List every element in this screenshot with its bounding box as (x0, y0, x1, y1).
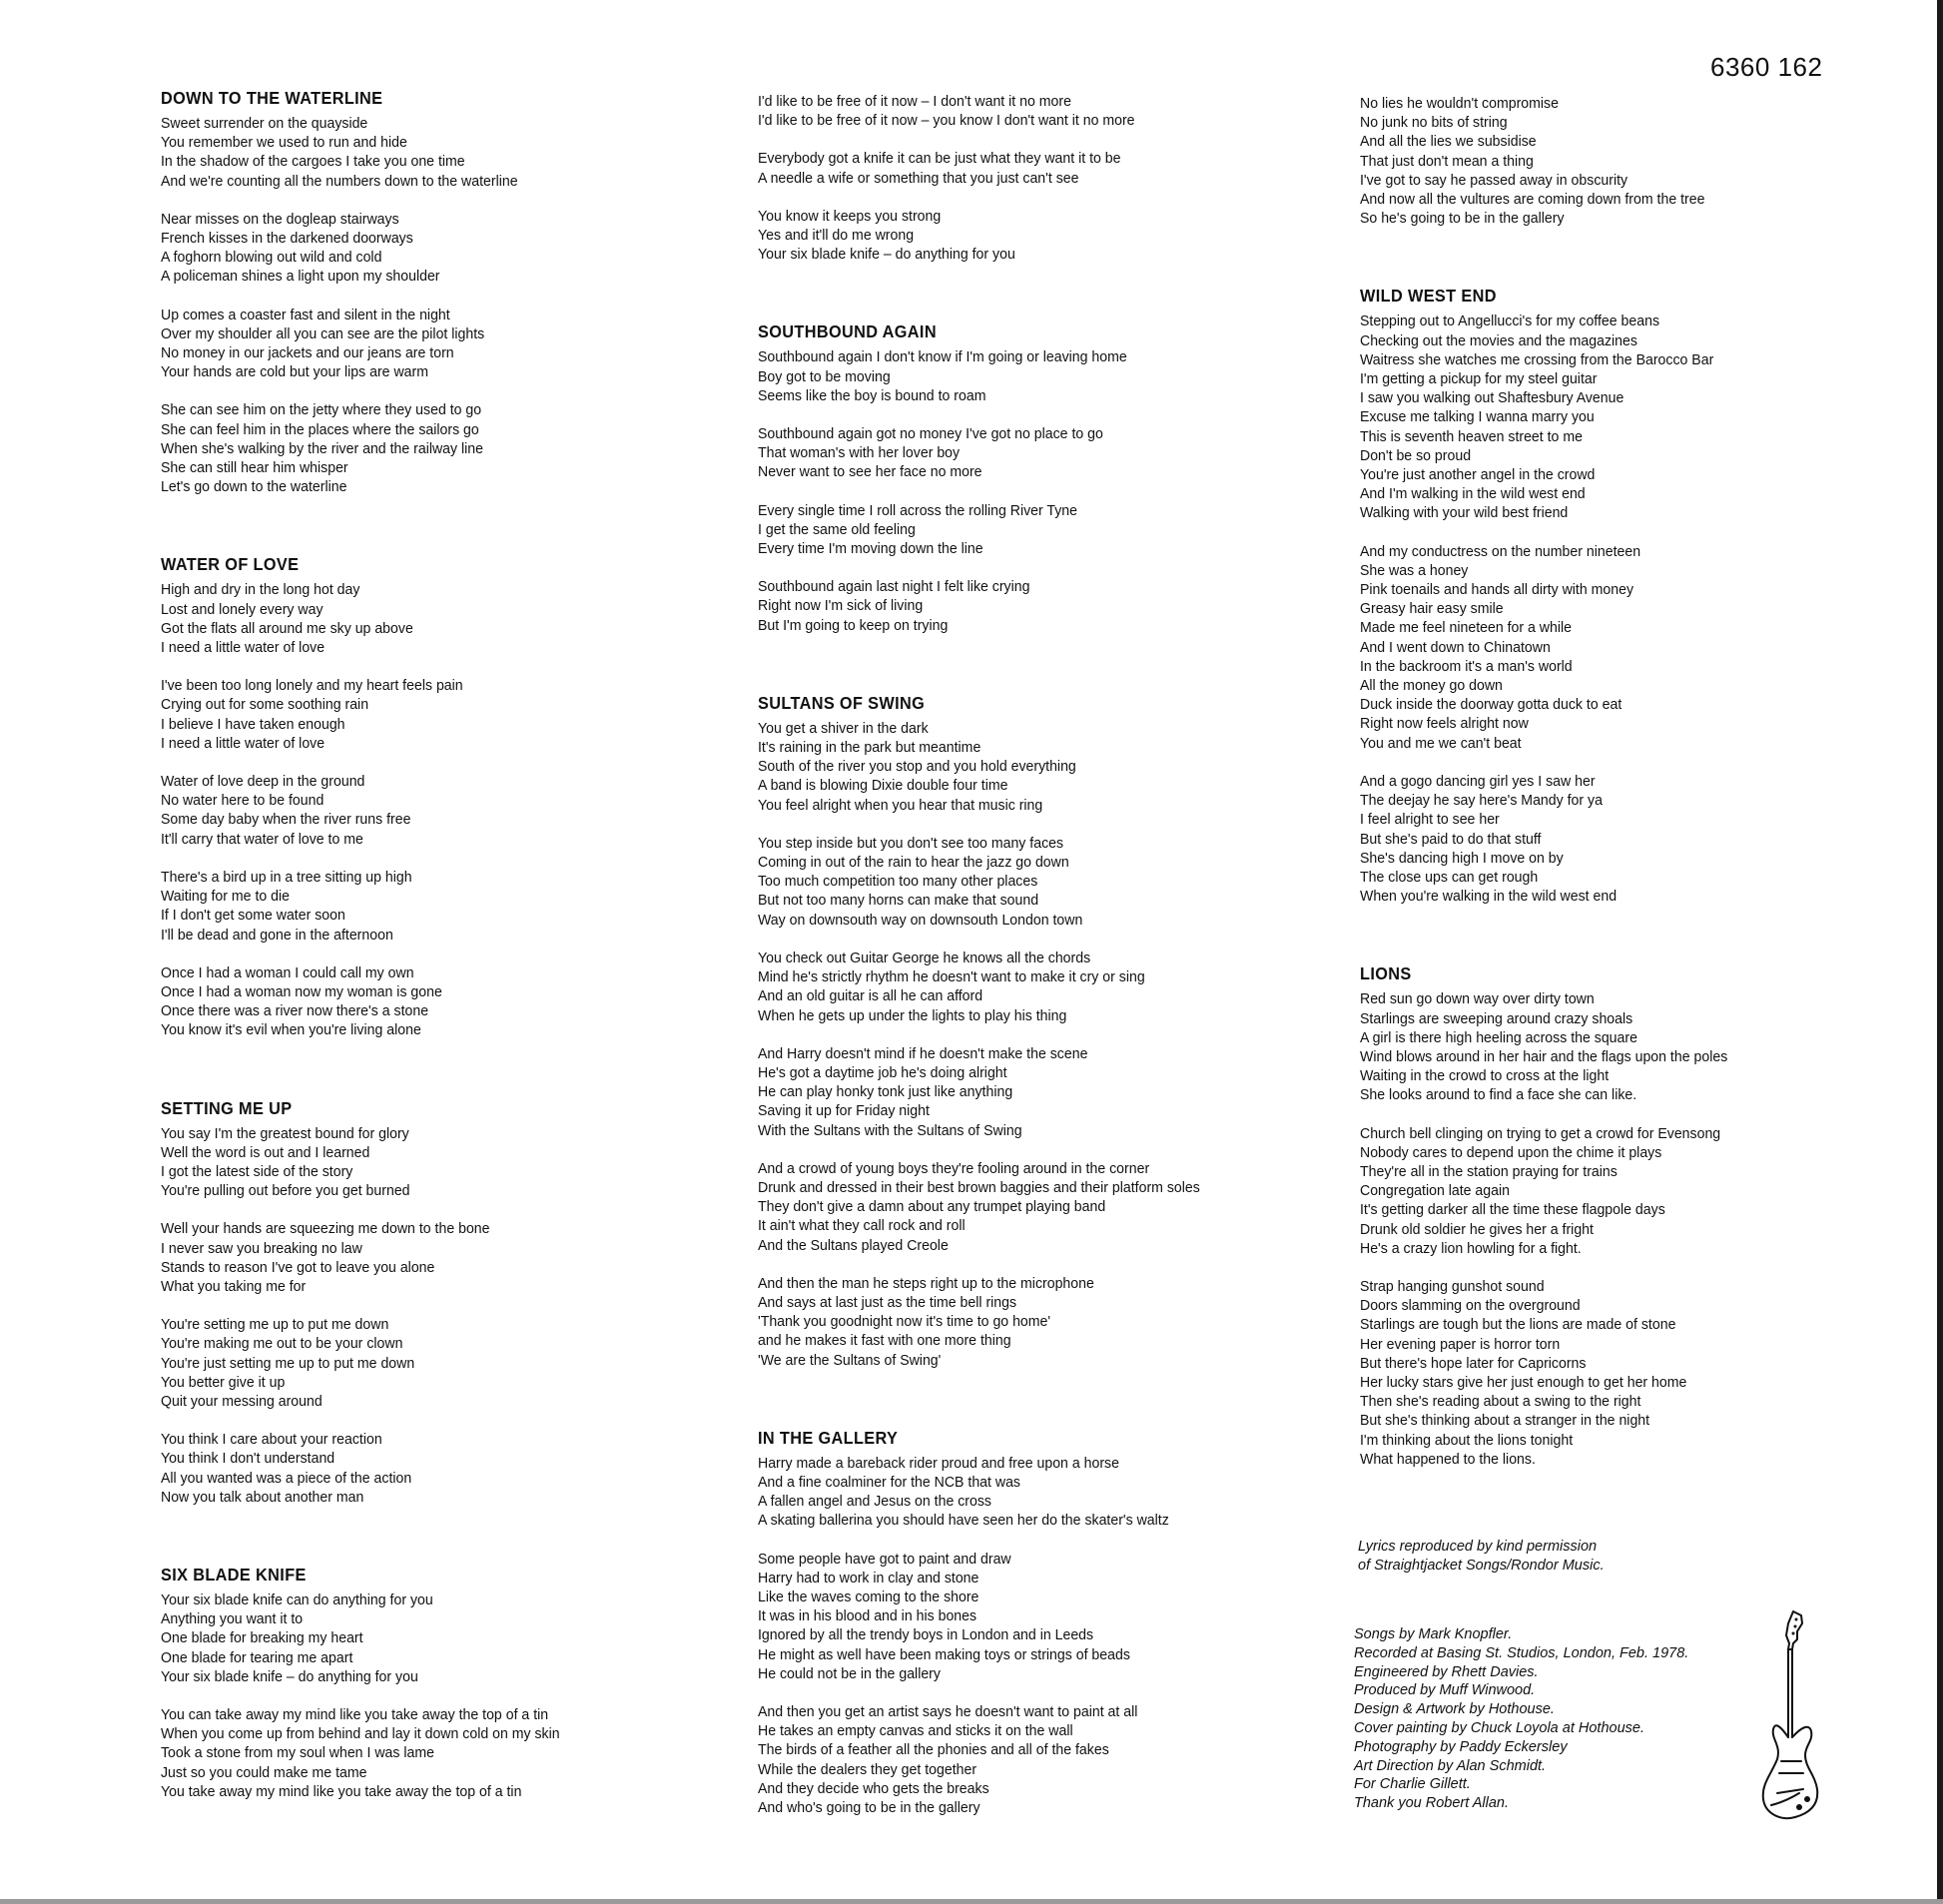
lyric-line: Right now feels alright now (1360, 715, 1529, 733)
lyric-line: Her evening paper is horror torn (1360, 1335, 1561, 1353)
lyric-line: He takes an empty canvas and sticks it on the wall (758, 1722, 1073, 1740)
lyric-line: She was a honey (1360, 561, 1469, 579)
lyric-line: Congregation late again (1360, 1182, 1510, 1200)
lyric-line: You know it's evil when you're living alone (161, 1021, 421, 1039)
lyric-line: They're all in the station praying for trains (1360, 1162, 1618, 1180)
lyric-line: In the shadow of the cargoes I take you one time (161, 153, 465, 171)
credit-line: Cover painting by Chuck Loyola at Hothouse. (1354, 1719, 1644, 1736)
lyric-line: Duck inside the doorway gotta duck to eat (1360, 696, 1622, 714)
lyric-line: Never want to see her face no more (758, 463, 982, 481)
stanza (1360, 1277, 1727, 1469)
lyric-line: You're just another angel in the crowd (1360, 466, 1596, 484)
song-block (758, 691, 1200, 1370)
lyric-line: She can see him on the jetty where they used to go (161, 401, 482, 419)
lyric-line: All you wanted was a piece of the action (161, 1469, 412, 1487)
guitar-logo-icon (1759, 1609, 1821, 1824)
lyric-line: She can still hear him whisper (161, 459, 348, 477)
stanza (161, 400, 560, 496)
song-block (1360, 284, 1727, 906)
stanza (161, 306, 560, 382)
lyric-line: Made me feel nineteen for a while (1360, 619, 1572, 637)
lyric-line: With the Sultans with the Sultans of Swing (758, 1121, 1022, 1139)
lyric-line: She's dancing high I move on by (1360, 849, 1564, 867)
lyric-line: It'll carry that water of love to me (161, 830, 363, 848)
lyric-line: And Harry doesn't mind if he doesn't make the scene (758, 1044, 1088, 1062)
lyric-line: A girl is there high heeling across the square (1360, 1028, 1637, 1046)
lyric-line: And then you get an artist says he doesn't want to paint at all (758, 1702, 1138, 1720)
lyric-line: You step inside but you don't see too many faces (758, 834, 1064, 852)
catalog-number: 6360 162 (1710, 52, 1823, 82)
lyric-line: That just don't mean a thing (1360, 152, 1534, 170)
song-title: SULTANS OF SWING (758, 692, 926, 713)
lyric-line: A fallen angel and Jesus on the cross (758, 1493, 991, 1511)
lyric-line: I get the same old feeling (758, 520, 916, 538)
lyric-line: There's a bird up in a tree sitting up high (161, 868, 412, 886)
stanza (161, 1315, 560, 1411)
credit-line: Art Direction by Alan Schmidt. (1354, 1757, 1547, 1774)
lyric-line: Once I had a woman I could call my own (161, 963, 414, 981)
lyric-line: You're just setting me up to put me down (161, 1354, 415, 1372)
lyric-line: A skating ballerina you should have seen her do the skater's waltz (758, 1512, 1169, 1530)
lyric-line: It's getting darker all the time these flagpole days (1360, 1201, 1665, 1219)
lyric-line: Stands to reason I've got to leave you alone (161, 1258, 435, 1276)
stanza (758, 834, 1200, 930)
lyric-line: And we're counting all the numbers down to the waterline (161, 172, 518, 190)
lyric-line: I got the latest side of the story (161, 1162, 353, 1180)
lyric-line: I need a little water of love (161, 639, 325, 657)
stanza (758, 347, 1200, 405)
lyric-line: Once I had a woman now my woman is gone (161, 982, 442, 1000)
lyric-line: You're making me out to be your clown (161, 1335, 403, 1353)
stanza (161, 1705, 560, 1801)
lyric-line: You and me we can't beat (1360, 734, 1522, 752)
credit-line: Engineered by Rhett Davies. (1354, 1663, 1539, 1680)
lyric-line: He can play honky tonk just like anything (758, 1083, 1013, 1101)
lyric-line: Let's go down to the waterline (161, 478, 347, 496)
lyric-line: Yes and it'll do me wrong (758, 227, 915, 245)
lyric-line: And then the man he steps right up to the microphone (758, 1274, 1094, 1292)
lyric-line: I never saw you breaking no law (161, 1239, 362, 1257)
lyric-line: Red sun go down way over dirty town (1360, 990, 1595, 1008)
stanza (161, 1430, 560, 1507)
song-title: WATER OF LOVE (161, 554, 300, 575)
lyric-line: Nobody cares to depend upon the chime it plays (1360, 1143, 1662, 1161)
lyric-line: Harry had to work in clay and stone (758, 1569, 979, 1587)
lyric-line: If I don't get some water soon (161, 907, 345, 925)
lyric-line: I believe I have taken enough (161, 715, 345, 733)
stanza (161, 580, 560, 657)
lyric-line: 'Thank you goodnight now it's time to go home' (758, 1313, 1051, 1331)
lyric-line: Doors slamming on the overground (1360, 1297, 1581, 1315)
lyric-line: Southbound again last night I felt like crying (758, 578, 1030, 596)
lyric-line: Your six blade knife – do anything for you (161, 1667, 418, 1685)
lyric-line: Southbound again got no money I've got no place to go (758, 425, 1103, 443)
lyric-line: Wind blows around in her hair and the flags upon the poles (1360, 1047, 1728, 1065)
lyric-line: She can feel him in the places where the sailors go (161, 420, 479, 438)
song-block (1360, 961, 1727, 1469)
lyric-line: Once there was a river now there's a stone (161, 1002, 429, 1020)
stanza (1360, 542, 1727, 753)
lyric-line: Like the waves coming to the shore (758, 1587, 979, 1605)
lyric-line: Coming in out of the rain to hear the jazz go down (758, 854, 1069, 872)
stanza (1360, 312, 1727, 522)
lyric-line: You check out Guitar George he knows all the chords (758, 949, 1091, 966)
stanza (1360, 772, 1727, 906)
stanza (161, 210, 560, 287)
stanza (758, 92, 1200, 130)
lyric-line: I saw you walking out Shaftesbury Avenue (1360, 389, 1624, 407)
stanza (758, 1702, 1200, 1817)
lyric-line: Every single time I roll across the rolling River Tyne (758, 501, 1078, 519)
lyric-line: What you taking me for (161, 1277, 307, 1295)
permission-line: of Straightjacket Songs/Rondor Music. (1358, 1557, 1605, 1574)
lyric-line: All the money go down (1360, 677, 1503, 695)
lyric-line: Your hands are cold but your lips are warm (161, 363, 428, 381)
stanza (758, 719, 1200, 815)
lyric-line: Saving it up for Friday night (758, 1102, 930, 1120)
lyric-line: Well your hands are squeezing me down to the bone (161, 1220, 490, 1238)
lyric-line: Right now I'm sick of living (758, 597, 924, 615)
song-block (758, 92, 1200, 264)
lyric-line: When you're walking in the wild west end (1360, 888, 1618, 906)
lyric-line: Checking out the movies and the magazines (1360, 331, 1637, 349)
lyric-line: But not too many horns can make that sound (758, 892, 1039, 910)
song-block (161, 552, 560, 1039)
lyric-line: I've been too long lonely and my heart feels pain (161, 677, 463, 695)
lyric-line: No lies he wouldn't compromise (1360, 95, 1559, 112)
lyric-line: While the dealers they get together (758, 1760, 977, 1778)
credit-line: Photography by Paddy Eckersley (1354, 1738, 1568, 1755)
lyric-line: No money in our jackets and our jeans are torn (161, 344, 454, 362)
stanza (758, 207, 1200, 265)
lyric-line: When you come up from behind and lay it down cold on my skin (161, 1725, 560, 1743)
lyric-line: He's got a daytime job he's doing alright (758, 1063, 1007, 1081)
stanza (161, 1124, 560, 1201)
lyric-line: I'd like to be free of it now – you know I don't want it no more (758, 112, 1135, 130)
stanza (758, 1454, 1200, 1531)
lyric-line: Church bell clinging on trying to get a crowd for Evensong (1360, 1124, 1721, 1142)
lyric-line: Some people have got to paint and draw (758, 1550, 1011, 1568)
lyric-line: I've got to say he passed away in obscurity (1360, 171, 1628, 189)
lyric-line: Everybody got a knife it can be just what they want it to be (758, 150, 1121, 168)
lyric-line: He's a crazy lion howling for a fight. (1360, 1239, 1582, 1257)
lyric-line: And I went down to Chinatown (1360, 638, 1551, 656)
lyric-line: Near misses on the dogleap stairways (161, 210, 399, 228)
lyric-line: When he gets up under the lights to play his thing (758, 1006, 1067, 1024)
credit-line: Design & Artwork by Hothouse. (1354, 1701, 1555, 1718)
lyric-line: South of the river you stop and you hold everything (758, 758, 1076, 776)
lyric-line: Took a stone from my soul when I was lame (161, 1744, 434, 1762)
stanza (161, 963, 560, 1040)
stanza (758, 424, 1200, 482)
stanza (758, 501, 1200, 559)
lyric-line: But she's thinking about a stranger in the night (1360, 1412, 1650, 1430)
lyric-line: But she's paid to do that stuff (1360, 830, 1542, 848)
lyric-line: Waiting in the crowd to cross at the light (1360, 1067, 1610, 1085)
lyric-line: What happened to the lions. (1360, 1450, 1536, 1468)
lyric-line: I need a little water of love (161, 734, 325, 752)
lyric-line: Up comes a coaster fast and silent in the night (161, 306, 450, 323)
lyric-line: And now all the vultures are coming down from the tree (1360, 191, 1705, 209)
lyric-line: You get a shiver in the dark (758, 719, 929, 737)
lyric-line: A foghorn blowing out wild and cold (161, 249, 382, 267)
stanza (758, 577, 1200, 635)
song-block (161, 1096, 560, 1507)
lyric-line: Ignored by all the trendy boys in London and in Leeds (758, 1626, 1094, 1644)
lyric-line: Way on downsouth way on downsouth London town (758, 911, 1083, 929)
lyric-line: Over my shoulder all you can see are the pilot lights (161, 324, 485, 342)
permission-line: Lyrics reproduced by kind permission (1358, 1539, 1598, 1555)
lyric-line: Water of love deep in the ground (161, 773, 365, 791)
lyric-line: Mind he's strictly rhythm he doesn't want to make it cry or sing (758, 968, 1145, 986)
stanza (161, 1590, 560, 1686)
lyric-line: And I'm walking in the wild west end (1360, 485, 1586, 503)
lyric-line: Then she's reading about a swing to the right (1360, 1393, 1641, 1411)
sleeve-edge-bottom (0, 1899, 1943, 1904)
lyric-line: Got the flats all around me sky up above (161, 619, 413, 637)
lyric-line: He might as well have been making toys or strings of beads (758, 1645, 1130, 1663)
lyric-line: You better give it up (161, 1373, 286, 1391)
lyric-line: High and dry in the long hot day (161, 581, 360, 599)
lyric-line: You're pulling out before you get burned (161, 1182, 410, 1200)
lyric-line: And an old guitar is all he can afford (758, 987, 983, 1005)
lyric-line: This is seventh heaven street to me (1360, 427, 1583, 445)
lyric-line: In the backroom it's a man's world (1360, 657, 1573, 675)
lyric-line: He could not be in the gallery (758, 1664, 941, 1682)
lyric-line: No junk no bits of string (1360, 114, 1508, 132)
credit-line: Produced by Muff Winwood. (1354, 1682, 1536, 1699)
song-title: DOWN TO THE WATERLINE (161, 88, 383, 108)
lyric-line: That woman's with her lover boy (758, 444, 961, 462)
lyric-line: And my conductress on the number nineteen (1360, 542, 1641, 560)
lyric-line: Your six blade knife – do anything for you (758, 246, 1015, 264)
lyric-line: It's raining in the park but meantime (758, 739, 981, 757)
stanza (1360, 989, 1727, 1104)
stanza (161, 676, 560, 753)
stanza (161, 1219, 560, 1296)
stanza (758, 949, 1200, 1025)
lyric-line: A needle a wife or something that you just can't see (758, 169, 1079, 187)
song-title: LIONS (1360, 963, 1412, 984)
lyric-line: Quit your messing around (161, 1392, 323, 1410)
lyric-line: A policeman shines a light upon my shoulder (161, 268, 440, 286)
lyric-line: So he's going to be in the gallery (1360, 210, 1565, 228)
lyric-line: You're setting me up to put me down (161, 1316, 389, 1334)
stanza (1360, 94, 1727, 228)
stanza (758, 1550, 1200, 1683)
lyric-line: And a crowd of young boys they're fooling around in the corner (758, 1159, 1150, 1177)
lyric-line: You know it keeps you strong (758, 207, 942, 225)
lyric-line: Excuse me talking I wanna marry you (1360, 408, 1595, 426)
lyric-line: Well the word is out and I learned (161, 1143, 370, 1161)
lyric-line: 'We are the Sultans of Swing' (758, 1351, 942, 1369)
lyric-line: The birds of a feather all the phonies and all of the fakes (758, 1741, 1109, 1759)
lyric-line: Harry made a bareback rider proud and free upon a horse (758, 1454, 1119, 1472)
lyric-line: and he makes it fast with one more thing (758, 1332, 1011, 1350)
lyrics-column-1 (161, 86, 560, 1857)
lyric-line: Lost and lonely every way (161, 600, 324, 618)
lyric-line: Every time I'm moving down the line (758, 540, 983, 558)
lyric-line: I'm thinking about the lions tonight (1360, 1431, 1574, 1449)
lyric-line: Drunk and dressed in their best brown baggies and their platform soles (758, 1178, 1200, 1196)
lyric-line: Greasy hair easy smile (1360, 600, 1504, 618)
stanza (161, 772, 560, 849)
credit-line: Recorded at Basing St. Studios, London, Feb. 1978. (1354, 1644, 1689, 1661)
lyric-line: I'll be dead and gone in the afternoon (161, 926, 393, 944)
lyric-line: The close ups can get rough (1360, 868, 1539, 886)
lyric-line: French kisses in the darkened doorways (161, 230, 413, 248)
lyric-line: The deejay he say here's Mandy for ya (1360, 792, 1603, 810)
lyric-line: She looks around to find a face she can like. (1360, 1086, 1637, 1104)
lyric-line: You think I don't understand (161, 1450, 335, 1468)
lyric-line: You say I'm the greatest bound for glory (161, 1124, 409, 1142)
lyric-line: It ain't what they call rock and roll (758, 1217, 966, 1235)
lyric-line: Too much competition too many other places (758, 873, 1038, 891)
credit-line: Songs by Mark Knopfler. (1354, 1626, 1513, 1642)
lyric-line: Boy got to be moving (758, 367, 891, 385)
lyric-line: Now you talk about another man (161, 1488, 364, 1506)
song-block (1360, 94, 1727, 228)
lyric-line: Anything you want it to (161, 1610, 304, 1628)
song-block (161, 1563, 560, 1801)
lyric-line: Southbound again I don't know if I'm going or leaving home (758, 348, 1127, 366)
stanza (161, 868, 560, 945)
lyric-line: One blade for tearing me apart (161, 1648, 353, 1666)
lyric-line: Sweet surrender on the quayside (161, 115, 368, 132)
stanza (758, 1044, 1200, 1140)
lyric-line: You can take away my mind like you take away the top of a tin (161, 1705, 549, 1723)
stanza (758, 1274, 1200, 1370)
song-title: SOUTHBOUND AGAIN (758, 321, 937, 342)
song-title: WILD WEST END (1360, 286, 1497, 307)
stanza (1360, 1124, 1727, 1258)
lyric-line: Your six blade knife can do anything for you (161, 1590, 433, 1608)
lyric-line: I'm getting a pickup for my steel guitar (1360, 370, 1598, 388)
permission-note (1358, 1538, 1605, 1576)
song-block (758, 319, 1200, 634)
song-title: IN THE GALLERY (758, 1427, 899, 1448)
song-block (758, 1426, 1200, 1817)
lyric-line: You take away my mind like you take away the top of a tin (161, 1782, 522, 1800)
lyrics-column-2 (758, 92, 1200, 1873)
lyric-line: Don't be so proud (1360, 446, 1472, 464)
credit-line: For Charlie Gillett. (1354, 1776, 1471, 1793)
lyric-line: Pink toenails and hands all dirty with money (1360, 581, 1634, 599)
song-title: SETTING ME UP (161, 1097, 293, 1118)
lyric-line: And all the lies we subsidise (1360, 133, 1537, 151)
lyrics-column-3 (1360, 94, 1727, 1525)
lyric-line: And the Sultans played Creole (758, 1236, 949, 1254)
lyric-line: I'd like to be free of it now – I don't want it no more (758, 93, 1071, 110)
lyric-line: Waitress she watches me crossing from the Barocco Bar (1360, 350, 1714, 368)
lyric-line: Walking with your wild best friend (1360, 504, 1569, 522)
lyric-line: But there's hope later for Capricorns (1360, 1354, 1587, 1372)
stanza (161, 114, 560, 191)
lyric-line: But I'm going to keep on trying (758, 616, 949, 634)
stanza (758, 149, 1200, 187)
lyric-line: Strap hanging gunshot sound (1360, 1277, 1545, 1295)
lyric-line: When she's walking by the river and the railway line (161, 439, 484, 457)
lyric-line: And who's going to be in the gallery (758, 1799, 980, 1816)
lyric-line: It was in his blood and in his bones (758, 1607, 977, 1625)
lyric-line: And they decide who gets the breaks (758, 1779, 989, 1797)
lyric-line: A band is blowing Dixie double four time (758, 777, 1008, 795)
song-title: SIX BLADE KNIFE (161, 1564, 307, 1585)
lyric-line: Stepping out to Angellucci's for my coffee beans (1360, 313, 1660, 330)
lyric-line: And a gogo dancing girl yes I saw her (1360, 772, 1596, 790)
sleeve-edge-right (1937, 0, 1943, 1904)
lyric-line: Seems like the boy is bound to roam (758, 386, 986, 404)
lyric-line: Some day baby when the river runs free (161, 811, 411, 829)
credit-line: Thank you Robert Allan. (1354, 1795, 1510, 1812)
lyric-line: Starlings are tough but the lions are made of stone (1360, 1316, 1676, 1334)
lyric-line: Waiting for me to die (161, 888, 291, 906)
lyric-line: You think I care about your reaction (161, 1431, 382, 1449)
lyric-line: One blade for breaking my heart (161, 1629, 363, 1647)
lyric-line: You remember we used to run and hide (161, 134, 407, 152)
lyric-line: I feel alright to see her (1360, 811, 1500, 829)
lyric-line: And says at last just as the time bell rings (758, 1293, 1017, 1311)
album-credits (1354, 1625, 1688, 1813)
lyric-line: Her lucky stars give her just enough to get her home (1360, 1373, 1687, 1391)
lyric-line: No water here to be found (161, 792, 324, 810)
lyric-line: Just so you could make me tame (161, 1763, 367, 1781)
lyric-line: Crying out for some soothing rain (161, 696, 369, 714)
stanza (758, 1159, 1200, 1255)
lyric-line: They don't give a damn about any trumpet playing band (758, 1198, 1106, 1216)
lyric-line: And a fine coalminer for the NCB that was (758, 1473, 1021, 1491)
lyric-line: Starlings are sweeping around crazy shoals (1360, 1009, 1633, 1027)
song-block (161, 86, 560, 496)
lyric-line: You feel alright when you hear that music ring (758, 796, 1043, 814)
lyric-line: Drunk old soldier he gives her a fright (1360, 1220, 1594, 1238)
